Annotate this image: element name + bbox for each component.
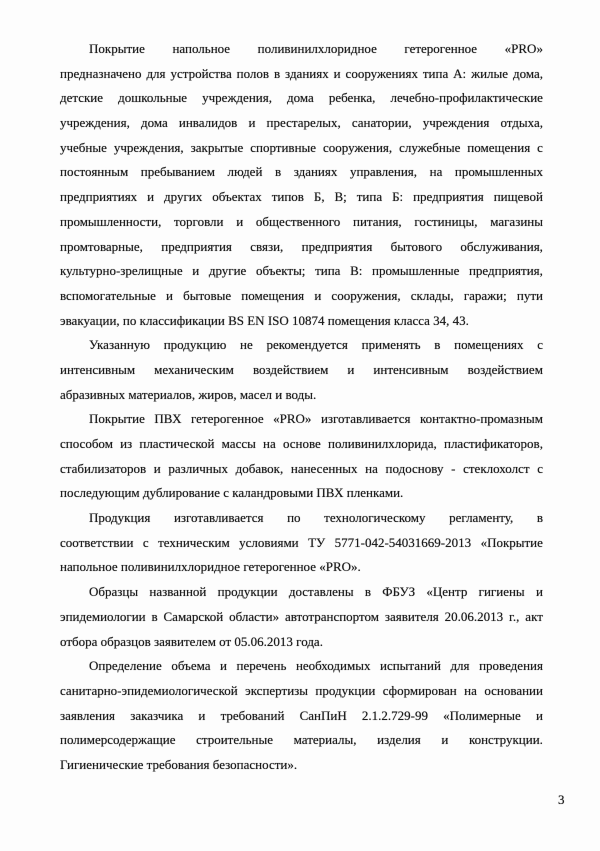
text-line: эвакуации, по классификации BS EN ISO 10874 помещения класса 34, 43.	[60, 312, 469, 328]
text-line: абразивных материалов, жиров, масел и воды.	[60, 386, 317, 402]
text-line: Образцы названной продукции доставлены в ФБУЗ «Центр гигиены и	[89, 584, 543, 600]
text-line: санитарно-эпидемиологической экспертизы продукции сформирован на основании	[60, 682, 543, 698]
text-line: Гигиенические требования безопасности».	[60, 756, 298, 772]
text-line: промышленности, торговли и общественного питания, гостиницы, магазины	[60, 213, 543, 229]
text-line: стабилизаторов и различных добавок, нанесенных на подоснову - стеклохолст с	[60, 460, 543, 476]
text-line: отбора образцов заявителем от 05.06.2013 года.	[60, 633, 323, 649]
paragraph	[60, 654, 543, 777]
text-line: заявления заказчика и требований СанПиН 2.1.2.729-99 «Полимерные и	[60, 707, 543, 723]
text-line: напольное поливинилхлоридное гетерогенное «PRO».	[60, 559, 361, 575]
page-number: 3	[558, 792, 565, 807]
text-line: соответствии с техническим условиями ТУ 5771-042-54031669-2013 «Покрытие	[60, 534, 543, 550]
paragraph	[60, 37, 543, 333]
text-line: эпидемиологии в Самарской области» автотранспортом заявителя 20.06.2013 г., акт	[60, 608, 543, 624]
document-body	[60, 37, 543, 778]
paragraph	[60, 580, 543, 654]
text-line: Покрытие напольное поливинилхлоридное гетерогенное «PRO»	[89, 41, 543, 56]
paragraph	[60, 407, 543, 506]
text-line: детские дошкольные учреждения, дома ребенка, лечебно-профилактические	[60, 90, 543, 106]
text-line: способом из пластической массы на основе поливинилхлорида, пластификаторов,	[60, 436, 543, 451]
text-line: культурно-зрелищные и другие объекты; типа В: промышленные предприятия,	[60, 263, 543, 279]
text-line: последующим дублирование с каландровыми ПВХ пленками.	[60, 485, 404, 501]
text-line: Указанную продукцию не рекомендуется применять в помещениях с	[89, 337, 543, 353]
text-line: Продукция изготавливается по технологическому регламенту, в	[89, 510, 543, 526]
text-line: интенсивным механическим воздействием и интенсивным воздействием	[60, 361, 543, 377]
text-line: вспомогательные и бытовые помещения и сооружения, склады, гаражи; пути	[60, 287, 543, 303]
paragraph	[60, 506, 543, 580]
text-line: предприятиях и других объектах типов Б, В; типа Б: предприятия пищевой	[60, 189, 543, 205]
text-line: предназначено для устройства полов в зданиях и сооружениях типа А: жилые дома,	[60, 65, 543, 81]
text-line: постоянным пребыванием людей в зданиях управления, на промышленных	[60, 164, 543, 180]
text-line: полимерсодержащие строительные материалы, изделия и конструкции.	[60, 732, 543, 748]
text-line: учебные учреждения, закрытые спортивные сооружения, служебные помещения с	[60, 139, 543, 155]
text-line: промтоварные, предприятия связи, предприятия бытового обслуживания,	[60, 238, 543, 254]
text-line: учреждения, дома инвалидов и престарелых, санатории, учреждения отдыха,	[60, 115, 543, 131]
text-line: Определение объема и перечень необходимых испытаний для проведения	[89, 658, 543, 674]
text-line: Покрытие ПВХ гетерогенное «PRO» изготавливается контактно-промазным	[89, 411, 543, 427]
paragraph	[60, 333, 543, 407]
